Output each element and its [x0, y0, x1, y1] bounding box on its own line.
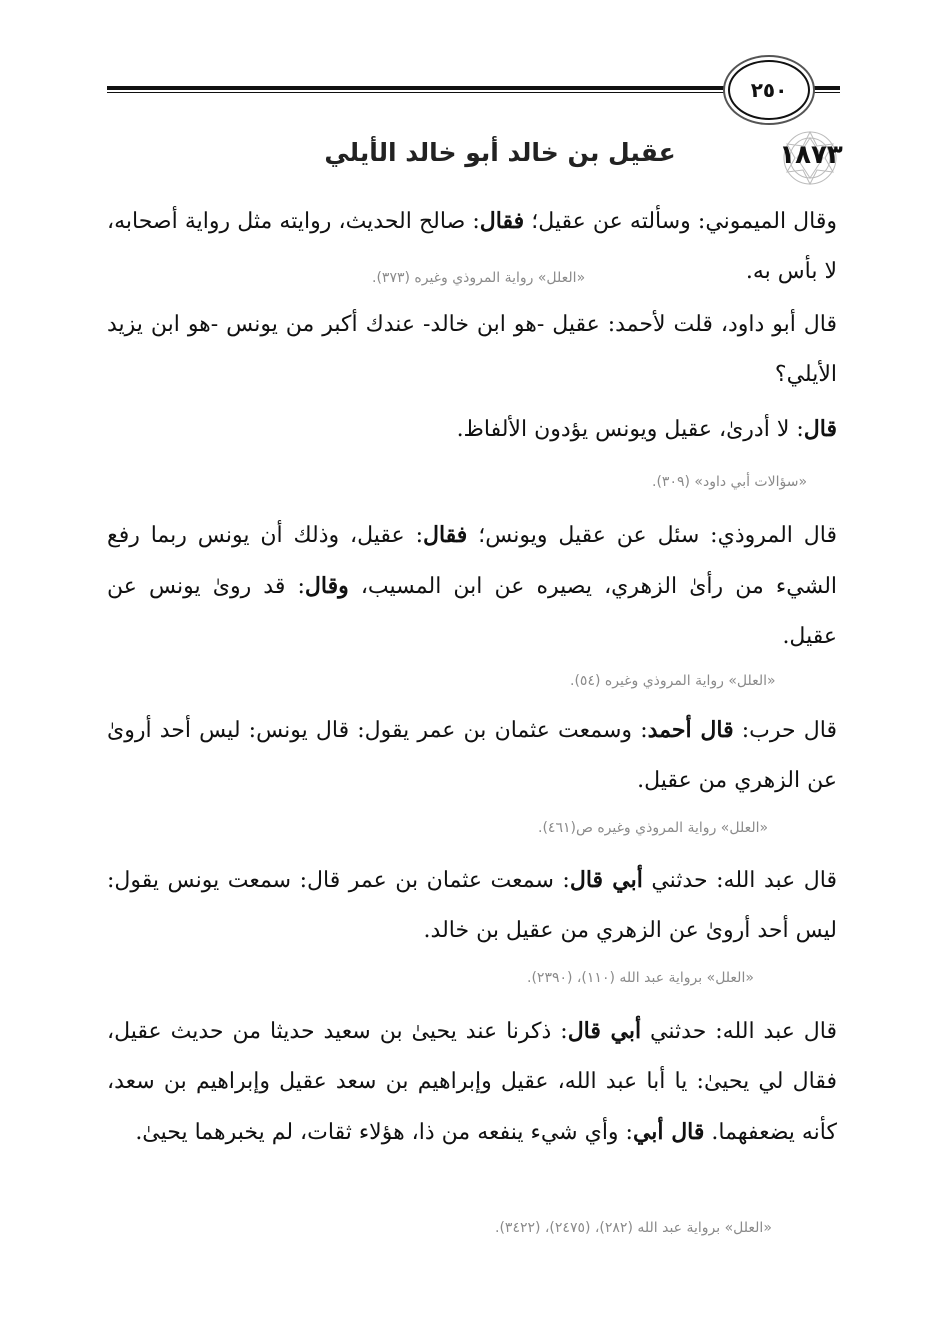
bold-run: فقال — [422, 522, 468, 548]
text-run: قال عبد الله: حدثني — [641, 1019, 838, 1044]
page-number: ٢٥٠ — [750, 78, 788, 102]
bold-run: قال — [803, 416, 837, 442]
paragraph-4 — [107, 510, 837, 662]
text-run: قال حرب: — [733, 718, 837, 743]
paragraph-7 — [107, 1006, 837, 1158]
citation-5: «العلل» برواية عبد الله (١١٠)، (٢٣٩٠). — [527, 970, 754, 986]
bold-run: أبي قال — [567, 1018, 642, 1044]
citation-6: «العلل» برواية عبد الله (٢٨٢)، (٢٤٧٥)، (٣٤٢٢). — [495, 1220, 772, 1236]
text-run: قال عبد الله: حدثني — [642, 868, 837, 893]
text-run: : وسمعت عثمان بن عمر يقول: قال يونس: ليس أحد أروىٰ عن الزهري من عقيل. — [107, 718, 837, 793]
paragraph-2 — [107, 300, 837, 400]
page-number-badge — [728, 60, 810, 120]
entry-title: عقيل بن خالد أبو خالد الأيلي — [324, 138, 676, 167]
bold-run: قال أحمد — [647, 717, 734, 743]
paragraph-6 — [107, 855, 837, 956]
text-run: قال أبو داود، قلت لأحمد: عقيل -هو ابن خالد- عندك أكبر من يونس -هو ابن يزيد الأيلي؟ — [107, 312, 837, 387]
text-run: : سمعت عثمان بن عمر قال: سمعت يونس يقول: ليس أحد أروىٰ عن الزهري من عقيل بن خالد. — [107, 868, 837, 943]
text-run: : وأي شيء ينفعه من ذا، هؤلاء ثقات، لم يخبرهما يحيىٰ. — [135, 1120, 633, 1145]
text-run: : عقيل، وذلك أن يونس ربما رفع الشيء من رأىٰ الزهري، يصيره عن ابن المسيب، — [107, 523, 838, 599]
citation-2: «سؤالات أبي داود» (٣٠٩). — [652, 474, 808, 490]
citation-3: «العلل» رواية المروذي وغيره (٥٤). — [570, 673, 776, 689]
citation-1: «العلل» رواية المروذي وغيره (٣٧٣). — [372, 270, 586, 286]
citation-4: «العلل» رواية المروذي وغيره ص(٤٦١). — [538, 820, 769, 836]
bold-run: أبي قال — [569, 867, 643, 893]
text-run: وقال الميموني: وسألته عن عقيل؛ — [524, 209, 838, 234]
text-run: : ذكرنا عند يحيىٰ بن سعيد حديثا من حديث عقيل، فقال لي يحيىٰ: يا أبا عبد الله، عقيل وإبراهيم بن سعد عقيل وإبراهيم بن سعد، كأنه يضعفهما. — [107, 1019, 837, 1145]
paragraph-3 — [107, 404, 837, 455]
text-run: : قد روىٰ يونس عن عقيل. — [107, 574, 837, 649]
paragraph-5 — [107, 705, 837, 806]
header-rule — [107, 86, 732, 93]
text-run: : لا أدرىٰ، عقيل ويونس يؤدون الألفاظ. — [456, 417, 804, 442]
entry-number: ١٨٧٣ — [779, 140, 843, 170]
text-run: قال المروذي: سئل عن عقيل ويونس؛ — [467, 523, 837, 548]
bold-run: قال أبي — [632, 1119, 705, 1145]
bold-run: وقال — [304, 573, 349, 599]
bold-run: فقال — [479, 208, 525, 234]
text-run: : صالح الحديث، روايته مثل رواية أصحابه، لا بأس به. — [107, 209, 837, 284]
